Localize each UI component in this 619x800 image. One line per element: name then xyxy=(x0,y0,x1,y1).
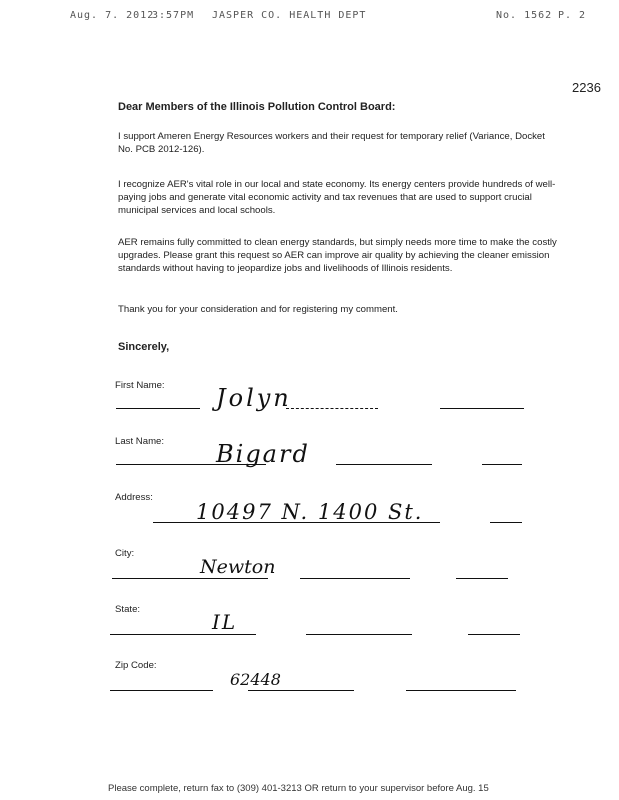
fax-page: P. 2 xyxy=(558,10,587,21)
address-handwritten: 10497 N. 1400 St. xyxy=(196,500,424,524)
zip-code-label: Zip Code: xyxy=(115,660,157,671)
paragraph-commitment: AER remains fully committed to clean energy standards, but simply needs more time to make the costly upgrades. Please grant this request so AER can improve air quality by achieving the cleaner emission standards without having to jeopardize jobs and livelihoods of Illinois residents. xyxy=(118,237,557,275)
state-label: State: xyxy=(115,604,141,615)
salutation: Dear Members of the Illinois Pollution Control Board: xyxy=(118,101,396,113)
paragraph-support: I support Ameren Energy Resources workers and their request for temporary relief (Variance, Docket No. PCB 2012-126). xyxy=(118,131,545,156)
paragraph-thanks: Thank you for your consideration and for registering my comment. xyxy=(118,304,398,315)
fax-number: No. 1562 xyxy=(496,10,553,21)
last-name-line-3 xyxy=(482,464,522,465)
city-handwritten: Newton xyxy=(200,556,276,578)
city-line-3 xyxy=(456,578,508,579)
paragraph-economy: I recognize AER's vital role in our local and state economy. Its energy centers provide hundreds of well-paying jobs and generate vital economic activity and tax revenues that are used to support crucial municipal services and local schools. xyxy=(118,179,556,217)
last-name-handwritten: Bigard xyxy=(216,440,310,468)
fax-date: Aug. 7. 2012 xyxy=(70,10,155,21)
closing: Sincerely, xyxy=(118,341,170,353)
state-line-1 xyxy=(110,634,256,635)
last-name-label: Last Name: xyxy=(115,436,165,447)
first-name-handwritten: Jolyn xyxy=(216,384,292,412)
address-label: Address: xyxy=(115,492,153,503)
first-name-line-2 xyxy=(286,408,378,409)
zip-code-line-2 xyxy=(248,690,354,691)
zip-code-handwritten: 62448 xyxy=(230,670,281,689)
last-name-line-2 xyxy=(336,464,432,465)
fax-time: 3:57PM xyxy=(152,10,195,21)
footer-instructions: Please complete, return fax to (309) 401-3213 OR return to your supervisor before Aug. 15 xyxy=(108,783,489,794)
address-line-2 xyxy=(490,522,522,523)
state-line-3 xyxy=(468,634,520,635)
fax-sender: JASPER CO. HEALTH DEPT xyxy=(212,10,367,21)
first-name-line-1 xyxy=(116,408,200,409)
state-handwritten: IL xyxy=(212,610,238,634)
first-name-label: First Name: xyxy=(115,380,165,391)
zip-code-line-1 xyxy=(110,690,213,691)
first-name-line-3 xyxy=(440,408,524,409)
zip-code-line-3 xyxy=(406,690,516,691)
city-line-2 xyxy=(300,578,410,579)
page-number: 2236 xyxy=(572,80,601,95)
city-line-1 xyxy=(112,578,268,579)
city-label: City: xyxy=(115,548,135,559)
state-line-2 xyxy=(306,634,412,635)
